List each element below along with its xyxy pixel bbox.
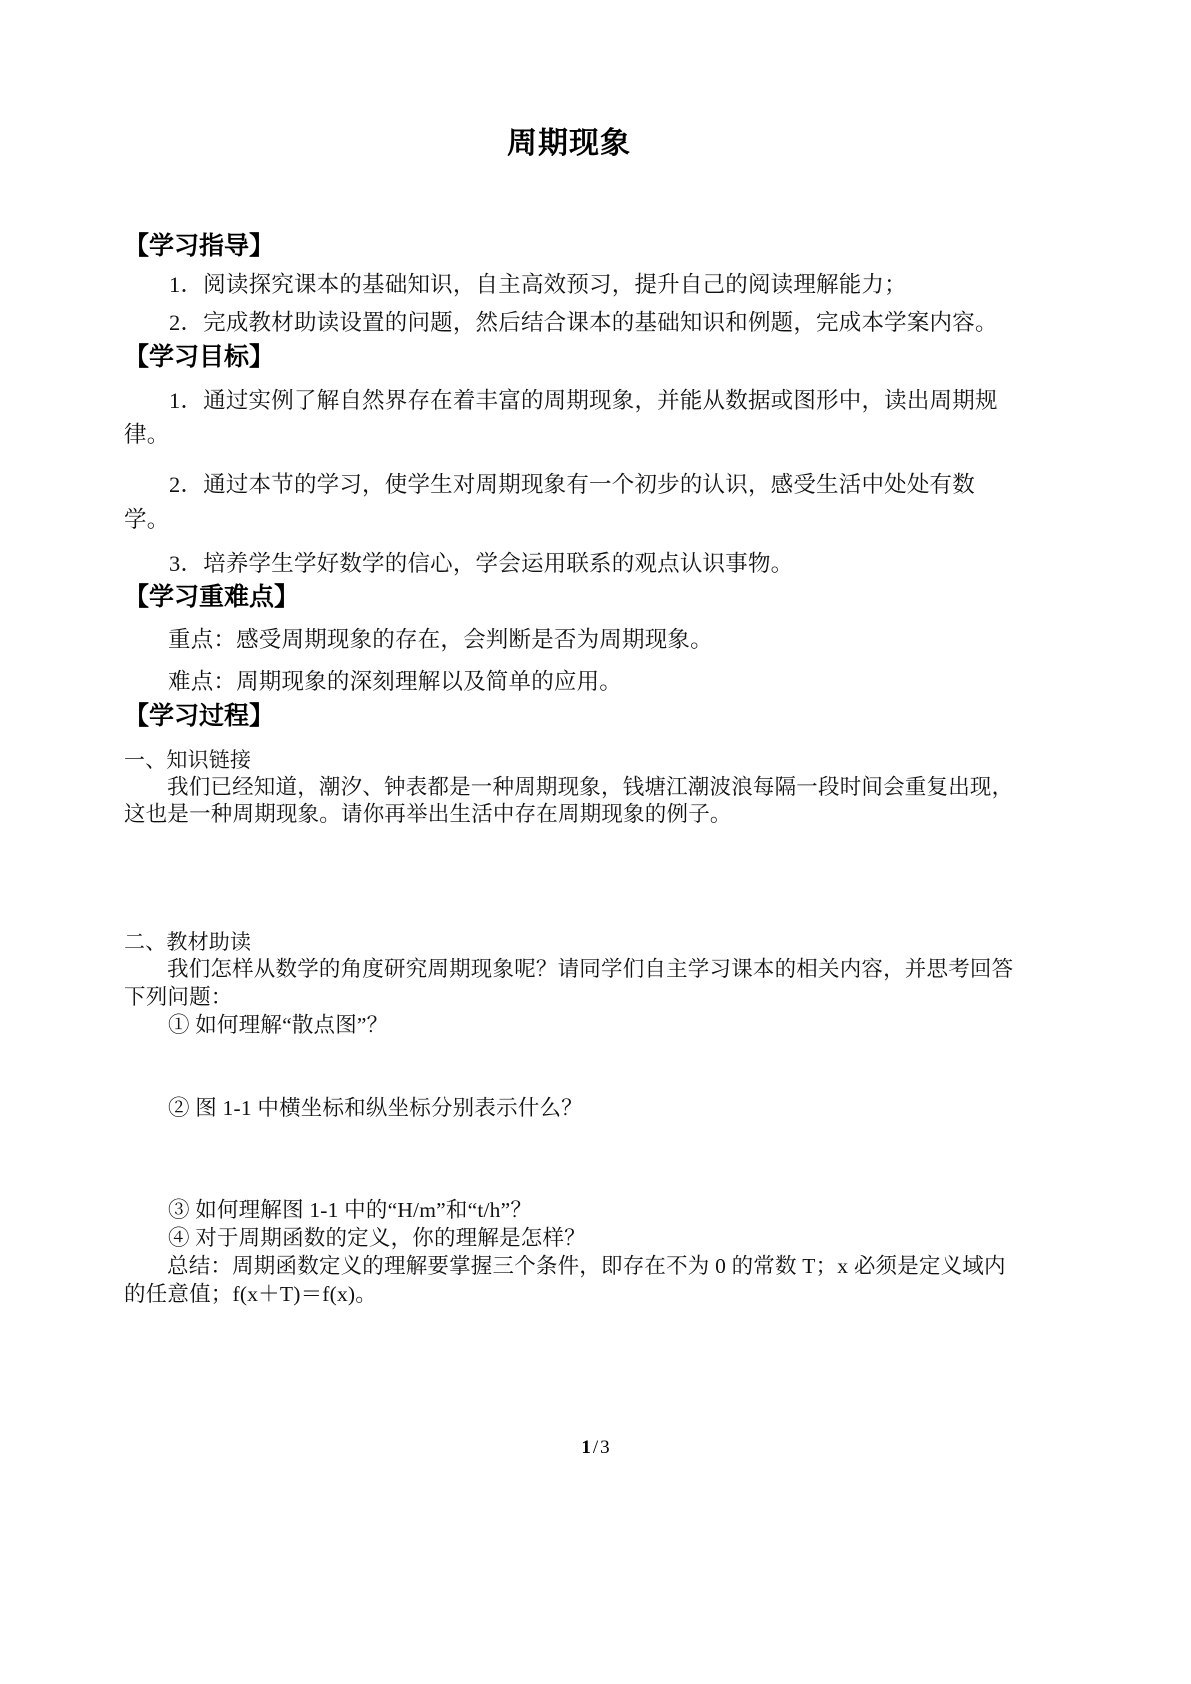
answer-space-question-2	[124, 1123, 1014, 1185]
objective-item-2: 2．通过本节的学习，使学生对周期现象有一个初步的认识，感受生活中处处有数学。	[124, 472, 975, 532]
document-content	[124, 0, 1014, 1309]
question-item-4: ④ 对于周期函数的定义，你的理解是怎样？	[168, 1226, 586, 1251]
section-heading-process: 【学习过程】	[124, 701, 275, 730]
subsection-heading-knowledge-link: 一、知识链接	[124, 748, 252, 773]
section-heading-objectives: 【学习目标】	[124, 342, 275, 371]
study-guide-item-2: 2．完成教材助读设置的问题，然后结合课本的基础知识和例题，完成本学案内容。	[169, 310, 998, 335]
study-guide-item-1: 1．阅读探究课本的基础知识，自主高效预习，提升自己的阅读理解能力；	[169, 271, 907, 297]
page-title: 周期现象	[507, 127, 631, 160]
objective-item-3: 3．培养学生学好数学的信心，学会运用联系的观点认识事物。	[169, 550, 794, 576]
footer-separator: /	[592, 1437, 599, 1458]
section-heading-study-guide: 【学习指导】	[124, 232, 275, 260]
answer-space-knowledge-link	[124, 829, 1014, 891]
footer-current-page: 1	[581, 1437, 591, 1458]
footer-total-pages: 3	[600, 1437, 610, 1458]
knowledge-link-paragraph: 我们已经知道，潮汐、钟表都是一种周期现象，钱塘江潮波浪每隔一段时间会重复出现，这也是一种周期现象。请你再举出生活中存在周期现象的例子。	[124, 774, 1014, 827]
summary-paragraph: 总结：周期函数定义的理解要掌握三个条件，即存在不为 0 的常数 T；x 必须是定义域内的任意值；f(x＋T)＝f(x)。	[124, 1254, 1006, 1307]
answer-space-question-1	[124, 1039, 1014, 1095]
question-item-3: ③ 如何理解图 1-1 中的“H/m”和“t/h”？	[168, 1198, 533, 1223]
objective-item-1: 1．通过实例了解自然界存在着丰富的周期现象，并能从数据或图形中，读出周期规律。	[124, 388, 998, 448]
page-footer	[0, 1437, 1191, 1459]
subsection-heading-textbook-reading: 二、教材助读	[124, 930, 252, 955]
question-item-2: ② 图 1-1 中横坐标和纵坐标分别表示什么？	[168, 1096, 583, 1121]
question-item-1: ① 如何理解“散点图”？	[168, 1012, 389, 1037]
key-point-item-1: 重点：感受周期现象的存在，会判断是否为周期现象。	[168, 626, 713, 652]
section-heading-key-points: 【学习重难点】	[124, 583, 300, 612]
key-point-item-2: 难点：周期现象的深刻理解以及简单的应用。	[168, 669, 623, 695]
textbook-reading-paragraph: 我们怎样从数学的角度研究周期现象呢？请同学们自主学习课本的相关内容，并思考回答下列问题：	[124, 956, 1014, 1009]
